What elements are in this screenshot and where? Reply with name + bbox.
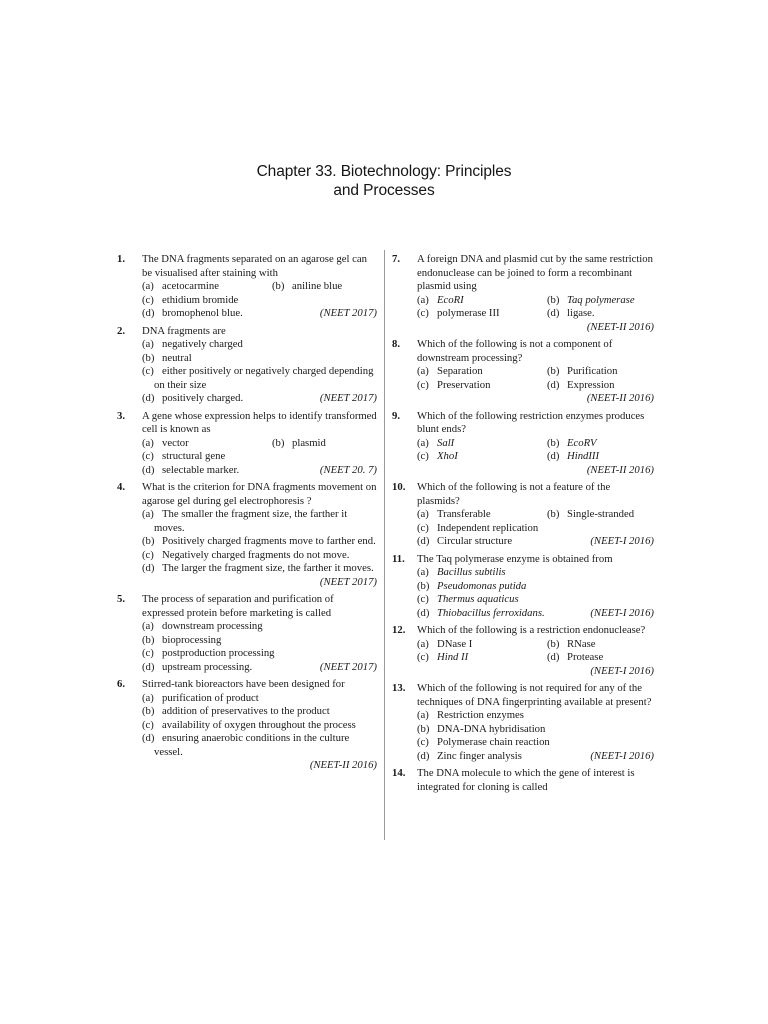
option-text: downstream processing: [162, 620, 263, 632]
question-text: DNA fragments are: [142, 324, 226, 337]
answer-option: [417, 365, 547, 379]
question-text: Which of the following restriction enzymes produces blunt ends?: [417, 409, 645, 435]
answer-option: [142, 508, 377, 535]
exam-tag: (NEET 20. 7): [319, 463, 377, 476]
option-label: (c): [417, 521, 429, 534]
column-divider: [384, 250, 385, 840]
answer-option: [417, 535, 512, 549]
option-label: (a): [142, 691, 154, 704]
answer-option: [142, 647, 377, 661]
option-text: Transferable: [437, 508, 491, 520]
option-label: (c): [417, 593, 429, 605]
option-text: addition of preservatives to the product: [162, 705, 330, 717]
option-text: Preservation: [437, 378, 491, 391]
option-text: Thermus aquaticus: [437, 593, 519, 605]
answer-option: [142, 549, 377, 563]
question-text: What is the criterion for DNA fragments movement on agarose gel during gel electrophoresis ?: [142, 481, 377, 507]
question-10: [392, 481, 654, 549]
option-label: (b): [547, 436, 560, 449]
question-9: [392, 410, 654, 478]
answer-option: [142, 692, 377, 706]
answer-option: [142, 661, 252, 675]
answer-option: [142, 294, 377, 308]
answer-option: [417, 294, 547, 308]
question-number: 11.: [392, 552, 405, 565]
answer-option: [547, 651, 603, 665]
question-8: [392, 338, 654, 406]
option-text: RNase: [567, 637, 596, 650]
option-label: (b): [547, 293, 560, 306]
question-number: 7.: [392, 253, 401, 265]
answer-option: [417, 736, 654, 750]
option-text: ensuring anaerobic conditions in the culture vessel.: [154, 732, 350, 758]
answer-option: [417, 437, 547, 451]
option-text: DNA-DNA hybridisation: [437, 722, 546, 735]
chapter-title-line-2: and Processes: [333, 182, 435, 199]
exam-tag: (NEET-II 2016): [586, 320, 654, 333]
option-text: ethidium bromide: [162, 293, 239, 306]
answer-option: [142, 634, 377, 648]
answer-option: [417, 508, 547, 522]
option-pair: [417, 508, 654, 522]
question-number: 1.: [117, 253, 126, 265]
option-text: neutral: [162, 351, 192, 364]
option-label: (b): [272, 436, 285, 449]
option-label: (b): [547, 508, 560, 520]
option-text: The larger the fragment size, the farther it moves.: [162, 562, 374, 574]
exam-tag: (NEET-I 2016): [590, 535, 654, 547]
exam-tag: (NEET 2017): [319, 392, 377, 404]
option-text: Single-stranded: [567, 508, 635, 520]
option-label: (a): [417, 508, 429, 520]
option-text: availability of oxygen throughout the process: [162, 718, 356, 731]
answer-option: [272, 280, 342, 294]
question-14: [392, 767, 654, 794]
option-text: either positively or negatively charged depending on their size: [154, 365, 374, 391]
option-text: vector: [162, 436, 189, 449]
question-number: 4.: [117, 481, 126, 493]
answer-option: [547, 508, 634, 522]
answer-option: [547, 450, 599, 464]
question-11: [392, 553, 654, 621]
option-text: negatively charged: [162, 338, 243, 350]
option-text: HindIII: [567, 450, 600, 462]
question-text: The Taq polymerase enzyme is obtained from: [417, 552, 613, 565]
answer-option: [417, 522, 654, 536]
option-label: (c): [142, 293, 154, 306]
answer-option: [272, 437, 326, 451]
option-label: (b): [142, 535, 155, 547]
option-pair: [417, 294, 654, 308]
option-label: (c): [417, 378, 429, 391]
question-number: 5.: [117, 593, 126, 605]
option-pair: [417, 450, 654, 464]
exam-tag: (NEET 2017): [319, 660, 377, 673]
option-label: (a): [417, 293, 429, 306]
chapter-title-line-1: Chapter 33. Biotechnology: Principles: [256, 163, 512, 180]
option-label: (b): [142, 633, 155, 646]
option-text: postproduction processing: [162, 647, 275, 659]
option-label: (d): [142, 307, 155, 319]
answer-option: [417, 450, 547, 464]
option-text: ligase.: [567, 307, 595, 319]
option-text: upstream processing.: [162, 660, 253, 673]
option-label: (a): [417, 566, 429, 578]
option-pair: [417, 365, 654, 379]
answer-option: [142, 562, 377, 576]
answer-option: [417, 307, 547, 321]
option-text: Purification: [567, 365, 618, 377]
option-pair: [142, 437, 377, 451]
option-label: (c): [417, 736, 429, 748]
option-label: (c): [142, 548, 154, 561]
option-label: (a): [417, 436, 429, 449]
answer-option: [142, 392, 243, 406]
option-label: (b): [547, 365, 560, 377]
option-text: Bacillus subtilis: [437, 566, 506, 578]
option-text: bromophenol blue.: [162, 307, 243, 319]
option-label: (d): [417, 535, 430, 547]
answer-option: [142, 719, 377, 733]
answer-option: [547, 379, 615, 393]
question-12: [392, 624, 654, 678]
option-text: Positively charged fragments move to farther end.: [162, 535, 376, 547]
option-label: (d): [547, 450, 560, 462]
answer-option: [142, 437, 272, 451]
answer-option: [142, 620, 377, 634]
option-with-exam-tag: [142, 661, 377, 675]
answer-option: [547, 365, 617, 379]
answer-option: [142, 535, 377, 549]
option-text: selectable marker.: [162, 463, 240, 476]
option-pair: [417, 638, 654, 652]
answer-option: [142, 280, 272, 294]
option-text: structural gene: [162, 450, 226, 462]
option-text: Zinc finger analysis: [437, 749, 522, 762]
answer-option: [417, 638, 547, 652]
question-number: 9.: [392, 409, 401, 422]
option-label: (a): [417, 709, 429, 721]
option-pair: [417, 651, 654, 665]
option-text: Circular structure: [437, 535, 513, 547]
option-text: Restriction enzymes: [437, 709, 524, 721]
option-label: (d): [142, 463, 155, 476]
option-label: (d): [547, 307, 560, 319]
option-text: EcoRV: [567, 436, 597, 449]
answer-option: [417, 593, 654, 607]
question-number: 12.: [392, 624, 406, 636]
option-with-exam-tag: [142, 307, 377, 321]
question-number: 6.: [117, 678, 126, 690]
question-13: [392, 682, 654, 763]
answer-option: [547, 638, 596, 652]
option-text: Protease: [567, 651, 604, 663]
question-text: The process of separation and purification of expressed protein before marketing is called: [142, 593, 334, 619]
right-column: [392, 253, 654, 798]
option-label: (a): [142, 280, 154, 292]
answer-option: [142, 464, 239, 478]
exam-tag: (NEET 2017): [319, 307, 377, 319]
option-label: (d): [142, 562, 155, 574]
answer-option: [142, 732, 377, 759]
question-2: [117, 325, 377, 406]
exam-tag: (NEET-I 2016): [590, 606, 654, 619]
question-text: The DNA fragments separated on an agarose gel can be visualised after staining with: [142, 253, 367, 279]
option-label: (a): [417, 637, 429, 650]
option-label: (b): [417, 579, 430, 592]
option-text: Pseudomonas putida: [437, 579, 527, 592]
option-label: (b): [142, 351, 155, 364]
answer-option: [142, 307, 243, 321]
option-text: XhoI: [437, 450, 458, 462]
option-label: (c): [142, 450, 154, 462]
exam-tag: (NEET-I 2016): [590, 664, 654, 677]
option-label: (c): [142, 647, 154, 659]
option-text: aniline blue: [292, 280, 343, 292]
option-text: bioprocessing: [162, 633, 222, 646]
question-5: [117, 593, 377, 674]
option-text: positively charged.: [162, 392, 244, 404]
option-label: (c): [417, 307, 429, 319]
question-text: The DNA molecule to which the gene of interest is integrated for cloning is called: [417, 767, 635, 793]
answer-option: [142, 365, 377, 392]
option-label: (d): [417, 749, 430, 762]
option-text: Negatively charged fragments do not move.: [162, 548, 350, 561]
option-text: DNase I: [437, 637, 473, 650]
option-label: (a): [142, 620, 154, 632]
option-label: (a): [142, 508, 154, 520]
question-6: [117, 678, 377, 773]
option-label: (a): [142, 338, 154, 350]
option-text: The smaller the fragment size, the farther it moves.: [154, 508, 348, 534]
question-number: 8.: [392, 338, 401, 350]
answer-option: [417, 379, 547, 393]
option-text: Expression: [567, 378, 615, 391]
option-pair: [417, 379, 654, 393]
option-text: EcoRI: [437, 293, 464, 306]
option-label: (b): [142, 705, 155, 717]
option-label: (d): [547, 651, 560, 663]
option-label: (a): [142, 436, 154, 449]
answer-option: [547, 307, 595, 321]
option-with-exam-tag: [142, 392, 377, 406]
exam-tag: (NEET-I 2016): [590, 749, 654, 762]
option-text: Polymerase chain reaction: [437, 736, 550, 748]
option-pair: [417, 307, 654, 321]
question-number: 3.: [117, 409, 126, 422]
option-text: SalI: [437, 436, 455, 449]
answer-option: [142, 352, 377, 366]
answer-option: [417, 607, 545, 621]
option-label: (d): [142, 392, 155, 404]
option-label: (b): [547, 637, 560, 650]
option-label: (d): [547, 378, 560, 391]
question-text: Which of the following is not a component of downstream processing?: [417, 338, 613, 364]
option-with-exam-tag: [417, 750, 654, 764]
option-text: acetocarmine: [162, 280, 219, 292]
left-column: [117, 253, 377, 777]
exam-tag: (NEET-II 2016): [309, 759, 377, 771]
question-text: A foreign DNA and plasmid cut by the same restriction endonuclease can be joined to form a recombinant plasmid using: [417, 253, 653, 292]
question-text: Which of the following is a restriction endonuclease?: [417, 624, 646, 636]
option-label: (c): [417, 651, 429, 663]
option-label: (c): [417, 450, 429, 462]
option-label: (d): [142, 732, 155, 744]
answer-option: [547, 294, 635, 308]
option-label: (a): [417, 365, 429, 377]
answer-option: [417, 580, 654, 594]
answer-option: [417, 566, 654, 580]
exam-tag: (NEET-II 2016): [586, 392, 654, 404]
option-with-exam-tag: [417, 607, 654, 621]
exam-tag: (NEET 2017): [319, 575, 377, 588]
answer-option: [417, 723, 654, 737]
option-pair: [142, 280, 377, 294]
option-label: (b): [417, 722, 430, 735]
option-text: Hind II: [437, 651, 469, 663]
question-text: Stirred-tank bioreactors have been designed for: [142, 678, 345, 690]
option-text: plasmid: [292, 436, 326, 449]
answer-option: [417, 651, 547, 665]
answer-option: [142, 705, 377, 719]
option-pair: [417, 437, 654, 451]
option-with-exam-tag: [142, 464, 377, 478]
option-label: (b): [272, 280, 285, 292]
question-number: 2.: [117, 324, 126, 337]
answer-option: [417, 750, 522, 764]
option-text: purification of product: [162, 691, 259, 704]
question-4: [117, 481, 377, 589]
question-7: [392, 253, 654, 334]
option-label: (c): [142, 718, 154, 731]
exam-tag: (NEET-II 2016): [586, 463, 654, 476]
answer-option: [142, 450, 377, 464]
question-3: [117, 410, 377, 478]
option-label: (c): [142, 365, 154, 377]
answer-option: [547, 437, 596, 451]
option-text: Separation: [437, 365, 483, 377]
question-number: 13.: [392, 682, 406, 694]
answer-option: [417, 709, 654, 723]
option-label: (d): [417, 606, 430, 619]
question-text: Which of the following is not required for any of the techniques of DNA fingerprinting available at present?: [417, 682, 652, 708]
option-text: Taq polymerase: [567, 293, 635, 306]
question-text: Which of the following is not a feature of the plasmids?: [417, 481, 611, 507]
option-text: Thiobacillus ferroxidans.: [437, 606, 545, 619]
question-1: [117, 253, 377, 321]
question-number: 10.: [392, 481, 406, 493]
option-text: Independent replication: [437, 521, 539, 534]
question-text: A gene whose expression helps to identify transformed cell is known as: [142, 409, 377, 435]
option-label: (d): [142, 660, 155, 673]
question-number: 14.: [392, 767, 406, 779]
option-text: polymerase III: [437, 307, 500, 319]
chapter-title: [0, 162, 768, 200]
option-with-exam-tag: [417, 535, 654, 549]
answer-option: [142, 338, 377, 352]
